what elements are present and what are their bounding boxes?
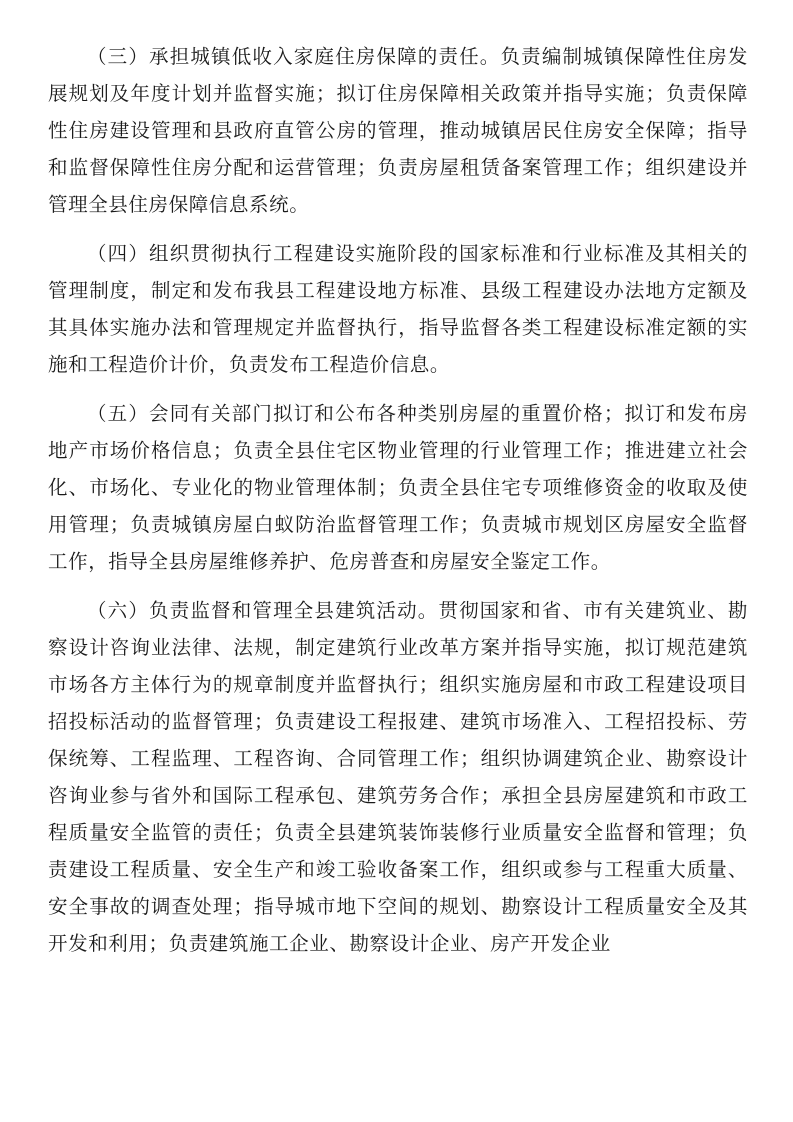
- paragraph-engineering-standards: （四）组织贯彻执行工程建设实施阶段的国家标准和行业标准及其相关的管理制度，制定和发布我县工程建设地方标准、县级工程建设办法地方定额及其具体实施办法和管理规定并监督执行，指导监督各类工程建设标准定额的实施和工程造价计价，负责发布工程造价信息。: [48, 242, 748, 376]
- paragraph-real-estate-market: （五）会同有关部门拟订和公布各种类别房屋的重置价格；拟订和发布房地产市场价格信息；负责全县住宅区物业管理的行业管理工作；推进建立社会化、市场化、专业化的物业管理体制；负责全县住宅专项维修资金的收取及使用管理；负责城镇房屋白蚁防治监督管理工作；负责城市规划区房屋安全监督工作，指导全县房屋维修养护、危房普查和房屋安全鉴定工作。: [48, 402, 748, 573]
- document-body: [48, 38, 748, 974]
- paragraph-construction-supervision: （六）负责监督和管理全县建筑活动。贯彻国家和省、市有关建筑业、勘察设计咨询业法律、法规，制定建筑行业改革方案并指导实施，拟订规范建筑市场各方主体行为的规章制度并监督执行；组织实施房屋和市政工程建设项目招投标活动的监督管理；负责建设工程报建、建筑市场准入、工程招投标、劳保统筹、工程监理、工程咨询、合同管理工作；组织协调建筑企业、勘察设计咨询业参与省外和国际工程承包、建筑劳务合作；承担全县房屋建筑和市政工程质量安全监管的责任；负责全县建筑装饰装修行业质量安全监督和管理；负责建设工程质量、安全生产和竣工验收备案工作，组织或参与工程重大质量、安全事故的调查处理；指导城市地下空间的规划、勘察设计工程质量安全及其开发和利用；负责建筑施工企业、勘察设计企业、房产开发企业: [48, 599, 748, 955]
- paragraph-housing-security: （三）承担城镇低收入家庭住房保障的责任。负责编制城镇保障性住房发展规划及年度计划并监督实施；拟订住房保障相关政策并指导实施；负责保障性住房建设管理和县政府直管公房的管理，推动城镇居民住房安全保障；指导和监督保障性住房分配和运营管理；负责房屋租赁备案管理工作；组织建设并管理全县住房保障信息系统。: [48, 45, 748, 216]
